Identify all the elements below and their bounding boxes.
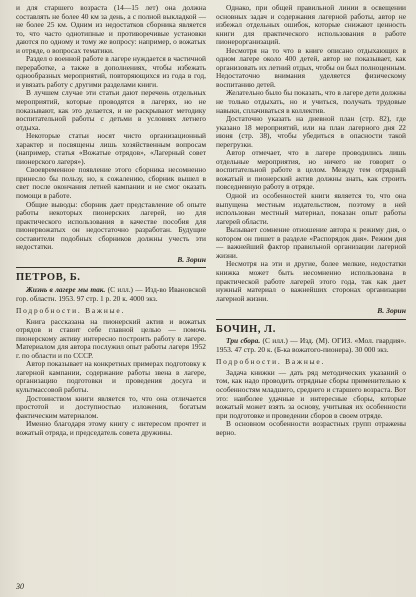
- paragraph: Общие выводы: сборник дает представление об опыте работы некоторых пионерских лагерей, но для практического использования в качестве пособия для пионервожатых он недостаточно разработан. Будущие составители подобных сборников должны учесть эти недостатки.: [16, 199, 206, 252]
- book-title: Три сбора.: [226, 336, 261, 346]
- book-imprint: (С илл.) — Изд-во Ивановской гор. областн. 1953. 97 стр. 1 р. 20 к. 4000 экз.: [16, 284, 206, 303]
- paragraph: Книга рассказана на пионерский актив и вожатых отрядов и ставит себе главной целью — помочь пионерскому активу интересно построить работу в лагере. Материалом для автора послужил опыт работы лагеря 1952 г. по области и по СССР.: [16, 316, 206, 360]
- review-signature: В. Зорин: [177, 254, 206, 264]
- right-column: [216, 4, 406, 437]
- paragraph: Задача книжки — дать ряд методических указаний о том, как надо проводить отрядные сборы применительно к особенностям младшего, среднего и старшего возраста. Вот это: наиболее удачные и интересные сборы, которые вожатый может взять за основу, учитывая их особенности при подготовке и проведении сборов в своем отряде.: [216, 367, 406, 420]
- paragraph: Желательно было бы показать, что в лагере дети должны не только отдыхать, но и учиться, получать трудовые навыки, сплачиваться в коллектив.: [216, 88, 406, 115]
- paragraph: Именно благодаря этому книгу с интересом прочтет и вожатый отряда, и председатель совета дружины.: [16, 419, 206, 437]
- paragraph: В основном особенности возрастных групп отражены верно.: [216, 419, 406, 437]
- left-column: [16, 4, 206, 437]
- review-author: БОЧИН, Л.: [216, 323, 276, 335]
- paragraph: Своевременное появление этого сборника несомненно принесло бы пользу, но, к сожалению, сборник вышел в свет после окончания летней кампании и не смог оказать помощи в работе.: [16, 165, 206, 201]
- review-author: ПЕТРОВ, Б.: [16, 272, 81, 284]
- paragraph: Несмотря на то что в книге описано отдыхающих в одном лагере около 400 детей, автор не показывает, как организовать их летний отдых, чтобы он был полноценным. Недостаточно внимания уделяется физическому воспитанию детей.: [216, 45, 406, 89]
- bibliographic-entry: [16, 286, 206, 303]
- bibliographic-entry: [216, 337, 406, 354]
- two-column-layout: [16, 4, 406, 437]
- paragraph: Некоторые статьи носят чисто организационный характер и посвящены лишь хозяйственным вопросам (например, статья «Вожатые отрядов», «Лагерный совет пионерского лагеря»).: [16, 131, 206, 166]
- paragraph: и для старшего возраста (14—15 лет) она должна составлять не более 40 км за день, а с полной выкладкой — не более 25 км. Одним из недостатков сборника является то, что часто однотипные и противоречивые установки даются по одному и тому же вопросу: например, о вожатых и отряде, о вопросах тематики.: [16, 3, 206, 55]
- section-label: Подробности. Важные.: [16, 306, 126, 316]
- paragraph: Одной из особенностей книги является то, что она выпущена местным издательством, поэтому в ней использован местный материал, показан опыт работы лагерей области.: [216, 191, 406, 226]
- paragraph: Вызывает сомнение отношение автора к режиму дня, о котором он пишет в разделе «Распорядок дня». Режим дня — важнейший фактор правильной организации лагерной жизни.: [216, 225, 406, 260]
- page-number: 30: [16, 582, 24, 591]
- paragraph: Достоинством книги является то, что она отличается простотой и доступностью изложения, богатым фактическим материалом.: [16, 393, 206, 420]
- divider: [16, 267, 206, 268]
- paragraph: Достаточно указать на дневной план (стр. 82), где указано 18 мероприятий, или на план лагерного дня 22 июня (стр. 38), чтобы убедиться в опасности такой перегрузки.: [216, 114, 406, 149]
- paragraph: Однако, при общей правильной линии в освещении основных задач и содержания лагерной работы, автор не избежал отдельных ошибок, которые снижают ценность книги для практического использования в работе пионерорганизаций.: [216, 3, 406, 47]
- book-title: Жизнь в лагере мы так.: [26, 284, 106, 294]
- review-signature: В. Зорин: [377, 306, 406, 316]
- paragraph: Несмотря на эти и другие, более мелкие, недостатки книжка может быть несомненно использована в практической работе лагерей этого года, так как дает нужный материал о важнейших сторонах организации лагерной жизни.: [216, 259, 406, 303]
- paragraph: Раздел о военной работе в лагере нуждается в частичной переработке, а также в дополнениях, чтобы избежать однообразных мероприятий, повторяющихся из года в год, и увязать работу с другими разделами книги.: [16, 54, 206, 89]
- review1-text: [16, 4, 206, 252]
- section-label: Подробности. Важные.: [216, 357, 326, 367]
- book-imprint: (С илл.) — Изд. (М). ОГИЗ. «Мол. гвардия». 1953. 47 стр. 20 к. (Б-ка вожатого-пионера). 30 000 экз.: [216, 336, 406, 354]
- paragraph: Автор показывает на конкретных примерах подготовку к лагерной кампании, содержание работы звена в лагере, организацию подготовки и проведения досуга и культмассовой работы.: [16, 359, 206, 394]
- paragraph: Автор отмечает, что в лагере проводились лишь отдельные мероприятия, но ничего не говорит о воспитательной работе в целом. Между тем отрядный вожатый и пионерский актив должны знать, как строить повседневную работу в отряде.: [216, 148, 406, 192]
- paragraph: В лучшем случае эти статьи дают перечень отдельных мероприятий, которые проводятся в лагерях, но не показывают, как это делается, и не раскрывают методику воспитательной работы с детьми в условиях летнего отдыха.: [16, 88, 206, 132]
- divider: [216, 319, 406, 320]
